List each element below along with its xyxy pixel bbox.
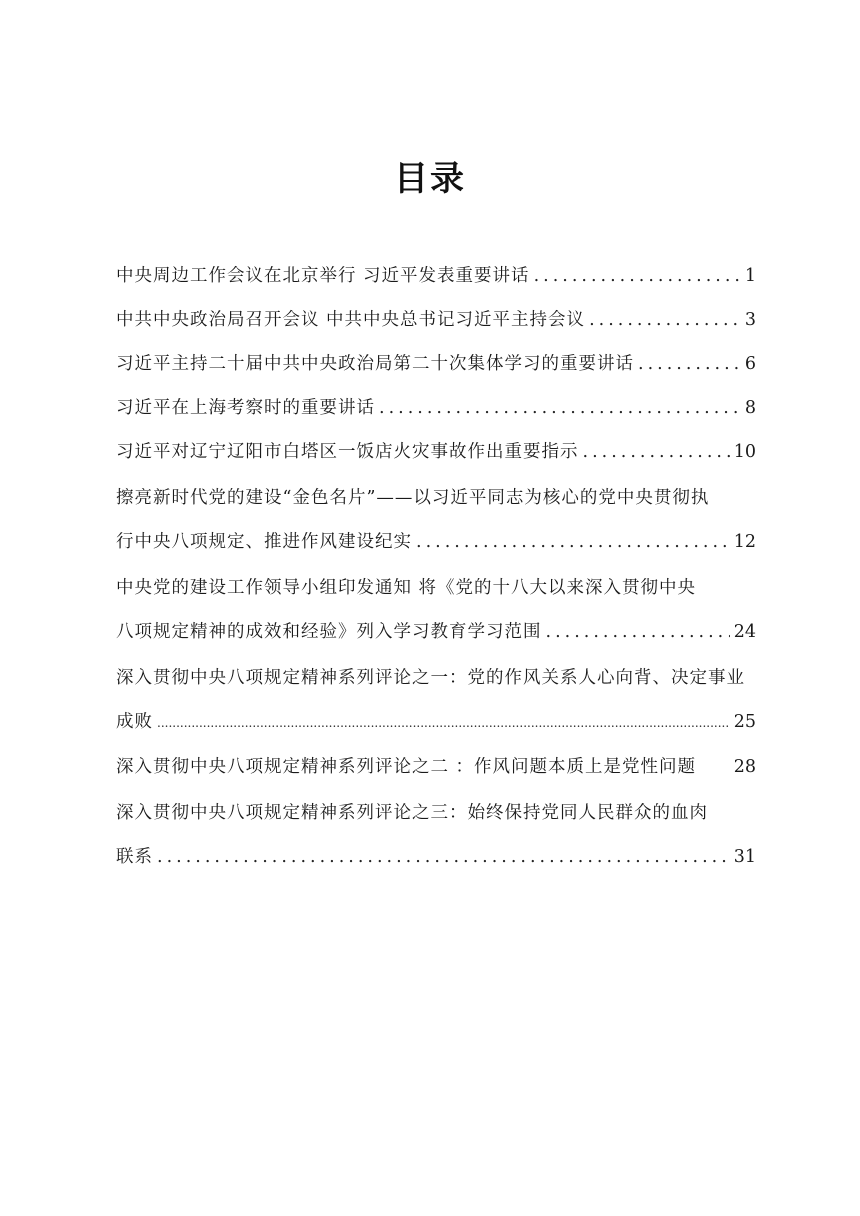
toc-entry-title-line2: 联系	[116, 847, 153, 867]
dot-leader	[416, 520, 730, 564]
toc-entry[interactable]	[116, 745, 756, 789]
toc-entry[interactable]	[116, 254, 756, 298]
toc-page-number: 3	[744, 310, 756, 330]
toc-entry-title: 中共中央政治局召开会议 中共中央总书记习近平主持会议	[116, 310, 586, 330]
page-title: 目录	[394, 159, 466, 199]
dot-leader	[157, 701, 730, 745]
dot-leader	[379, 386, 741, 430]
toc-entry-line	[116, 298, 756, 342]
toc-entry-line	[116, 835, 756, 879]
toc-entry-title-line2: 成败	[116, 712, 153, 732]
toc-entry-title: 习近平在上海考察时的重要讲话	[116, 398, 375, 418]
toc-entry-title-line1: 深入贯彻中央八项规定精神系列评论之一：党的作风关系人心向背、决定事业	[116, 668, 745, 688]
toc-page-number: 28	[733, 757, 756, 777]
toc-entry[interactable]	[116, 566, 756, 654]
toc-entry-line	[116, 254, 756, 298]
toc-entry[interactable]	[116, 342, 756, 386]
toc-entry-line	[116, 386, 756, 430]
table-of-contents	[116, 254, 756, 879]
toc-entry-title: 中央周边工作会议在北京举行 习近平发表重要讲话	[116, 266, 530, 286]
dot-leader	[534, 254, 741, 298]
dot-leader	[583, 430, 730, 474]
toc-entry-title-line1: 擦亮新时代党的建设“金色名片”——以习近平同志为核心的党中央贯彻执	[116, 488, 710, 508]
toc-entry-line	[116, 342, 756, 386]
dot-leader	[638, 342, 741, 386]
toc-entry-title: 习近平主持二十届中共中央政治局第二十次集体学习的重要讲话	[116, 354, 634, 374]
toc-entry-title: 习近平对辽宁辽阳市白塔区一饭店火灾事故作出重要指示	[116, 442, 579, 462]
toc-page-number: 31	[733, 847, 756, 867]
toc-entry-line	[116, 745, 756, 789]
toc-entry-line	[116, 700, 756, 745]
toc-entry[interactable]	[116, 386, 756, 430]
toc-page-number: 12	[733, 532, 756, 552]
toc-entry-line	[116, 430, 756, 474]
toc-entry[interactable]	[116, 430, 756, 474]
toc-entry[interactable]	[116, 656, 756, 745]
toc-entry-title-line2: 八项规定精神的成效和经验》列入学习教育学习范围	[116, 622, 542, 642]
dot-leader	[589, 298, 741, 342]
toc-entry-title-line1: 中央党的建设工作领导小组印发通知 将《党的十八大以来深入贯彻中央	[116, 578, 697, 598]
toc-page-number: 24	[733, 622, 756, 642]
toc-entry[interactable]	[116, 476, 756, 564]
toc-entry-line	[116, 520, 756, 564]
toc-entry-title-line1: 深入贯彻中央八项规定精神系列评论之三：始终保持党同人民群众的血肉	[116, 803, 708, 823]
toc-page-number: 25	[733, 712, 756, 732]
toc-page-number: 10	[733, 442, 756, 462]
toc-entry-title: 深入贯彻中央八项规定精神系列评论之二 ：作风问题本质上是党性问题	[116, 757, 697, 777]
dot-leader	[157, 835, 730, 879]
dot-leader	[546, 610, 730, 654]
toc-page-number: 6	[744, 354, 756, 374]
toc-entry[interactable]	[116, 298, 756, 342]
toc-entry-title-line2: 行中央八项规定、推进作风建设纪实	[116, 532, 412, 552]
toc-page-number: 1	[744, 266, 756, 286]
toc-entry[interactable]	[116, 791, 756, 879]
toc-page-number: 8	[744, 398, 756, 418]
toc-entry-line	[116, 610, 756, 654]
